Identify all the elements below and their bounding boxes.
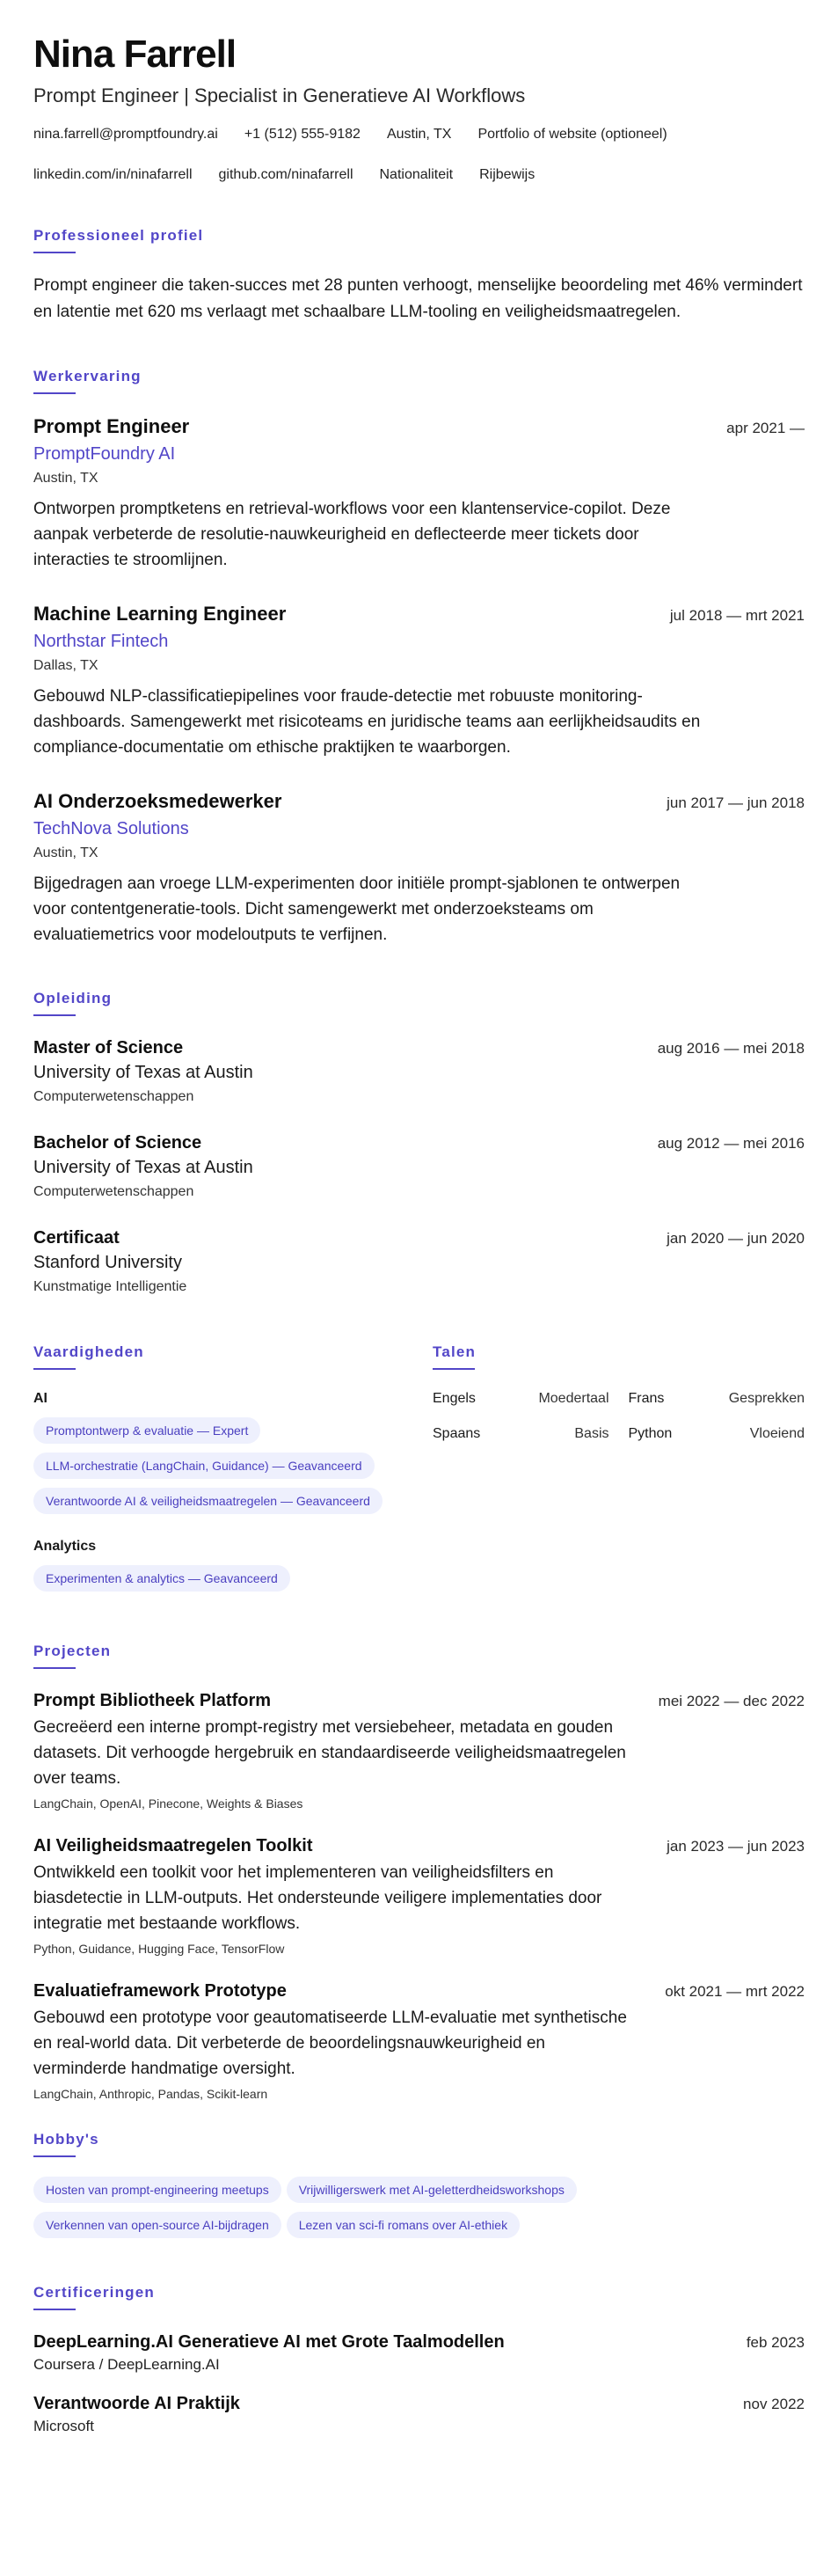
hobbies-heading: Hobby's <box>33 2131 99 2148</box>
language-name: Frans <box>628 1391 665 1406</box>
project-description: Gecreëerd een interne prompt-registry met versiebeheer, metadata en gouden datasets. Dit verhoogde hergebruik en standaardiseerde veiligheidsmaatregelen over teams. <box>33 1718 626 1788</box>
experience-item <box>33 788 805 948</box>
job-date: apr 2021 — <box>726 420 805 436</box>
certification-title: DeepLearning.AI Generatieve AI met Grote Taalmodellen <box>33 2332 505 2352</box>
language-level: Moedertaal <box>538 1391 609 1406</box>
language-item <box>433 1389 609 1409</box>
contact-nationality: Nationaliteit <box>379 167 454 182</box>
degree-title: Bachelor of Science <box>33 1133 202 1153</box>
resume-header <box>33 32 805 185</box>
language-name: Python <box>628 1426 673 1441</box>
candidate-subtitle: Prompt Engineer | Specialist in Generatieve AI Workflows <box>33 84 526 106</box>
education-date: jan 2020 — jun 2020 <box>667 1230 805 1247</box>
certifications-heading: Certificeringen <box>33 2284 155 2301</box>
hobby-chip: Lezen van sci-fi romans over AI-ethiek <box>287 2212 520 2238</box>
language-item <box>433 1424 609 1444</box>
degree-title: Certificaat <box>33 1228 120 1248</box>
hobby-chip: Verkennen van open-source AI-bijdragen <box>33 2212 281 2238</box>
project-description: Ontwikkeld een toolkit voor het implementeren van veiligheidsfilters en biasdetectie in LLM-outputs. Het ondersteunde veiligere implementaties door integratie met bestaande workflows. <box>33 1863 602 1933</box>
language-list <box>433 1389 805 1444</box>
skill-chip: Promptontwerp & evaluatie — Expert <box>33 1417 260 1444</box>
job-company: Northstar Fintech <box>33 632 169 651</box>
study-field: Kunstmatige Intelligentie <box>33 1279 187 1294</box>
candidate-name: Nina Farrell <box>33 33 237 76</box>
skill-group-title: AI <box>33 1391 47 1406</box>
section-divider <box>33 1014 76 1016</box>
project-description: Gebouwd een prototype voor geautomatiseerde LLM-evaluatie met synthetische en real-world data. Dit verbeterde de beoordelingsnauwkeurigheid en verminderde handmatige oversight. <box>33 2009 627 2078</box>
job-description: Gebouwd NLP-classificatiepipelines voor fraude-detectie met robuuste monitoring-dashboards. Samengewerkt met risicoteams en juridische teams aan eerlijkheidsaudits en compliance-documentatie om ethische praktijken te waarborgen. <box>33 687 701 757</box>
contact-license: Rijbewijs <box>479 167 536 182</box>
hobby-chip: Vrijwilligerswerk met AI-geletterdheidsworkshops <box>287 2177 577 2203</box>
skill-chip: LLM-orchestratie (LangChain, Guidance) — Geavanceerd <box>33 1453 375 1479</box>
certification-title: Verantwoorde AI Praktijk <box>33 2394 240 2413</box>
job-description: Ontworpen promptketens en retrieval-workflows voor een klantenservice-copilot. Deze aanpak verbeterde de resolutie-nauwkeurigheid en deflecteerde meer tickets door interacties te stroomlijnen. <box>33 500 671 569</box>
job-company: PromptFoundry AI <box>33 444 176 464</box>
job-title: Machine Learning Engineer <box>33 603 287 625</box>
certification-item <box>33 2330 805 2375</box>
skill-chip: Experimenten & analytics — Geavanceerd <box>33 1565 290 1592</box>
language-name: Engels <box>433 1391 476 1406</box>
degree-title: Master of Science <box>33 1038 184 1057</box>
certifications-section <box>33 2282 805 2437</box>
project-item <box>33 1688 805 1812</box>
contact-phone[interactable]: +1 (512) 555-9182 <box>244 127 361 142</box>
project-tech: LangChain, Anthropic, Pandas, Scikit-learn <box>33 2087 268 2101</box>
education-section <box>33 988 805 1298</box>
hobbies-section <box>33 2129 805 2247</box>
contact-linkedin[interactable]: linkedin.com/in/ninafarrell <box>33 167 193 182</box>
skills-section <box>33 1321 397 1614</box>
certification-item <box>33 2391 805 2437</box>
project-title: Prompt Bibliotheek Platform <box>33 1691 272 1710</box>
contact-github[interactable]: github.com/ninafarrell <box>218 167 353 182</box>
contact-portfolio[interactable]: Portfolio of website (optioneel) <box>477 127 667 142</box>
profile-text: Prompt engineer die taken-succes met 28 punten verhoogt, menselijke beoordeling met 46% vermindert en latentie met 620 ms verlaagt met schaalbare LLM-tooling en veiligheidsmaatregelen. <box>33 276 803 321</box>
profile-heading: Professioneel profiel <box>33 227 204 244</box>
skills-languages-row <box>33 1321 805 1614</box>
hobby-chip: Hosten van prompt-engineering meetups <box>33 2177 281 2203</box>
job-location: Austin, TX <box>33 845 98 860</box>
languages-section <box>433 1321 805 1614</box>
certification-date: nov 2022 <box>743 2396 805 2412</box>
job-title: AI Onderzoeksmedewerker <box>33 790 282 812</box>
job-date: jul 2018 — mrt 2021 <box>669 607 805 624</box>
skill-group-title: Analytics <box>33 1539 97 1554</box>
section-divider <box>33 1667 76 1669</box>
language-level: Basis <box>574 1426 609 1441</box>
contact-location: Austin, TX <box>386 127 452 142</box>
profile-section <box>33 225 805 326</box>
project-date: jan 2023 — jun 2023 <box>667 1838 805 1855</box>
contact-list <box>33 125 805 185</box>
section-divider <box>33 2155 76 2157</box>
job-date: jun 2017 — jun 2018 <box>667 794 805 811</box>
projects-section <box>33 1641 805 2103</box>
study-field: Computerwetenschappen <box>33 1089 194 1104</box>
language-level: Gesprekken <box>728 1391 805 1406</box>
experience-heading: Werkervaring <box>33 368 142 384</box>
skills-heading: Vaardigheden <box>33 1343 144 1360</box>
section-divider <box>33 2309 76 2310</box>
language-name: Spaans <box>433 1426 481 1441</box>
experience-section <box>33 366 805 948</box>
education-date: aug 2016 — mei 2018 <box>657 1040 805 1057</box>
project-tech: LangChain, OpenAI, Pinecone, Weights & Biases <box>33 1797 303 1811</box>
school-name: University of Texas at Austin <box>33 1158 253 1177</box>
experience-item <box>33 413 805 573</box>
language-item <box>629 1424 805 1444</box>
project-date: mei 2022 — dec 2022 <box>658 1693 805 1709</box>
project-item <box>33 1833 805 1958</box>
language-level: Vloeiend <box>749 1426 805 1441</box>
project-title: Evaluatieframework Prototype <box>33 1981 287 2001</box>
section-divider <box>33 392 76 394</box>
study-field: Computerwetenschappen <box>33 1184 194 1199</box>
job-description: Bijgedragen aan vroege LLM-experimenten door initiële prompt-sjablonen te ontwerpen voor contentgeneratie-tools. Dicht samengewerkt met onderzoeksteams om evaluatiemetrics voor modeloutputs te verfijnen. <box>33 875 681 944</box>
section-divider <box>33 1368 76 1370</box>
education-item <box>33 1131 805 1203</box>
job-title: Prompt Engineer <box>33 415 190 437</box>
skill-chip: Verantwoorde AI & veiligheidsmaatregelen — Geavanceerd <box>33 1488 383 1514</box>
section-divider <box>433 1368 475 1370</box>
skill-group <box>33 1389 397 1523</box>
education-item <box>33 1036 805 1108</box>
education-date: aug 2012 — mei 2016 <box>657 1135 805 1152</box>
languages-heading: Talen <box>433 1343 477 1360</box>
school-name: University of Texas at Austin <box>33 1063 253 1082</box>
job-company: TechNova Solutions <box>33 819 189 838</box>
section-divider <box>33 252 76 253</box>
certification-issuer: Coursera / DeepLearning.AI <box>33 2356 220 2373</box>
job-location: Dallas, TX <box>33 658 98 673</box>
education-heading: Opleiding <box>33 990 113 1006</box>
skill-group <box>33 1537 397 1600</box>
projects-heading: Projecten <box>33 1643 112 1659</box>
project-tech: Python, Guidance, Hugging Face, TensorFlow <box>33 1942 285 1956</box>
job-location: Austin, TX <box>33 471 98 486</box>
certification-date: feb 2023 <box>746 2334 805 2351</box>
education-item <box>33 1226 805 1298</box>
language-item <box>629 1389 805 1409</box>
project-item <box>33 1979 805 2103</box>
project-title: AI Veiligheidsmaatregelen Toolkit <box>33 1836 313 1855</box>
experience-item <box>33 601 805 760</box>
contact-email[interactable]: nina.farrell@promptfoundry.ai <box>33 127 218 142</box>
school-name: Stanford University <box>33 1253 182 1272</box>
certification-issuer: Microsoft <box>33 2418 94 2434</box>
hobby-list <box>33 2177 702 2247</box>
project-date: okt 2021 — mrt 2022 <box>665 1983 805 2000</box>
